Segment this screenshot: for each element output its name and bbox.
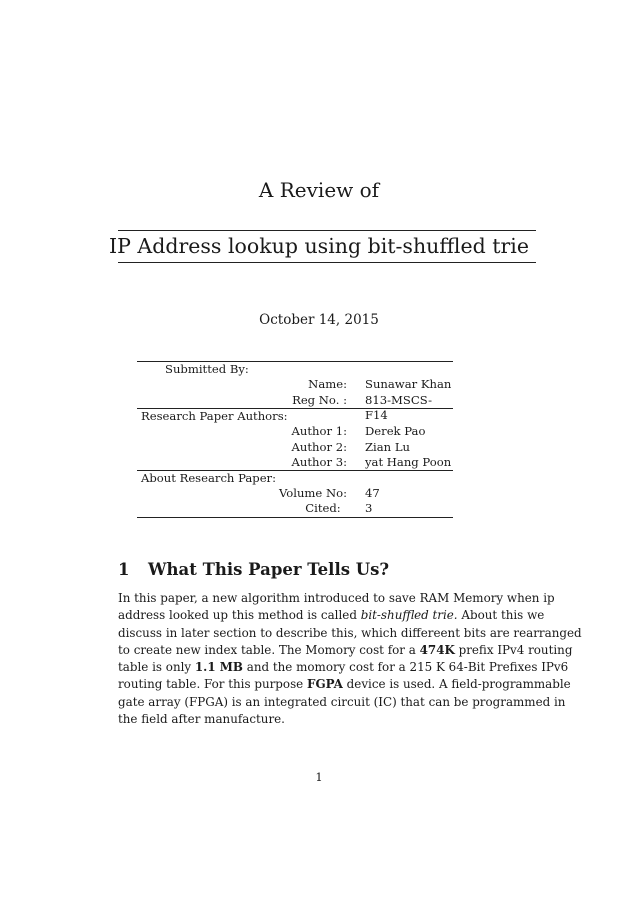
name-key: Name: — [308, 377, 347, 391]
volume-value: 47 — [365, 486, 380, 500]
paragraph-line — [118, 659, 569, 676]
date: October 14, 2015 — [259, 312, 379, 328]
volume-key: Volume No: — [278, 486, 347, 500]
table-row — [137, 501, 453, 517]
reg-key: Reg No. : — [292, 393, 347, 407]
paragraph-line — [118, 642, 573, 659]
page-number: 1 — [315, 770, 323, 784]
text-run: and the momory cost for a 215 K 64-Bit Prefixes IPv6 — [242, 660, 569, 675]
bold-term: FGPA — [307, 677, 343, 692]
cited-key: Cited: — [305, 501, 341, 515]
review-heading: A Review of — [258, 178, 380, 202]
table-rule — [137, 517, 453, 518]
section-number: 1 — [118, 560, 130, 579]
reg-value: 813-MSCS-F14 — [365, 393, 433, 423]
text-run: table is only — [118, 660, 195, 675]
text-run: address looked up this method is called — [118, 608, 361, 623]
italic-term: bit-shuffled trie. — [360, 608, 458, 623]
text-run: About this we — [457, 608, 545, 623]
authors-heading: Research Paper Authors: — [141, 409, 288, 423]
text-run: to create new index table. The Momory cost for a — [118, 642, 420, 657]
paragraph-line — [118, 607, 545, 624]
paper-title: IP Address lookup using bit-shuffled trie — [109, 234, 529, 258]
paragraph-line: discuss in later section to describe this, which differeent bits are rearranged — [118, 625, 582, 640]
text-run: prefix IPv4 routing — [454, 642, 573, 657]
table-row — [137, 471, 453, 487]
paragraph-line: gate array (FPGA) is an integrated circuit (IC) that can be programmed in — [118, 694, 566, 709]
title-top-rule — [118, 230, 536, 231]
table-row — [137, 362, 453, 378]
table-row — [137, 377, 453, 393]
author1-key: Author 1: — [291, 424, 347, 438]
text-run: device is used. A field-programmable — [342, 677, 571, 692]
table-row — [137, 424, 453, 440]
author2-value: Zian Lu — [365, 440, 410, 454]
paragraph-line: the field after manufacture. — [118, 712, 285, 727]
author1-value: Derek Pao — [365, 424, 426, 438]
author3-value: yat Hang Poon — [365, 455, 452, 469]
table-row — [137, 409, 453, 425]
cited-value: 3 — [365, 501, 373, 515]
name-value: Sunawar Khan — [365, 377, 452, 391]
title-bottom-rule — [118, 262, 536, 263]
table-row — [137, 486, 453, 502]
section-heading — [118, 560, 389, 579]
bold-term: 1.1 MB — [194, 660, 243, 675]
author2-key: Author 2: — [291, 440, 347, 454]
body-paragraph — [118, 590, 582, 728]
submitted-by-label: Submitted By: — [165, 362, 249, 376]
text-run: routing table. For this purpose — [118, 677, 307, 692]
table-row — [137, 455, 453, 471]
bold-term: 474K — [419, 642, 455, 657]
paragraph-line: In this paper, a new algorithm introduced to save RAM Memory when ip — [118, 591, 555, 605]
about-heading: About Research Paper: — [141, 471, 277, 485]
paragraph-line — [118, 676, 571, 693]
table-row — [137, 440, 453, 456]
author3-key: Author 3: — [291, 455, 347, 469]
section-title: What This Paper Tells Us? — [148, 560, 390, 579]
